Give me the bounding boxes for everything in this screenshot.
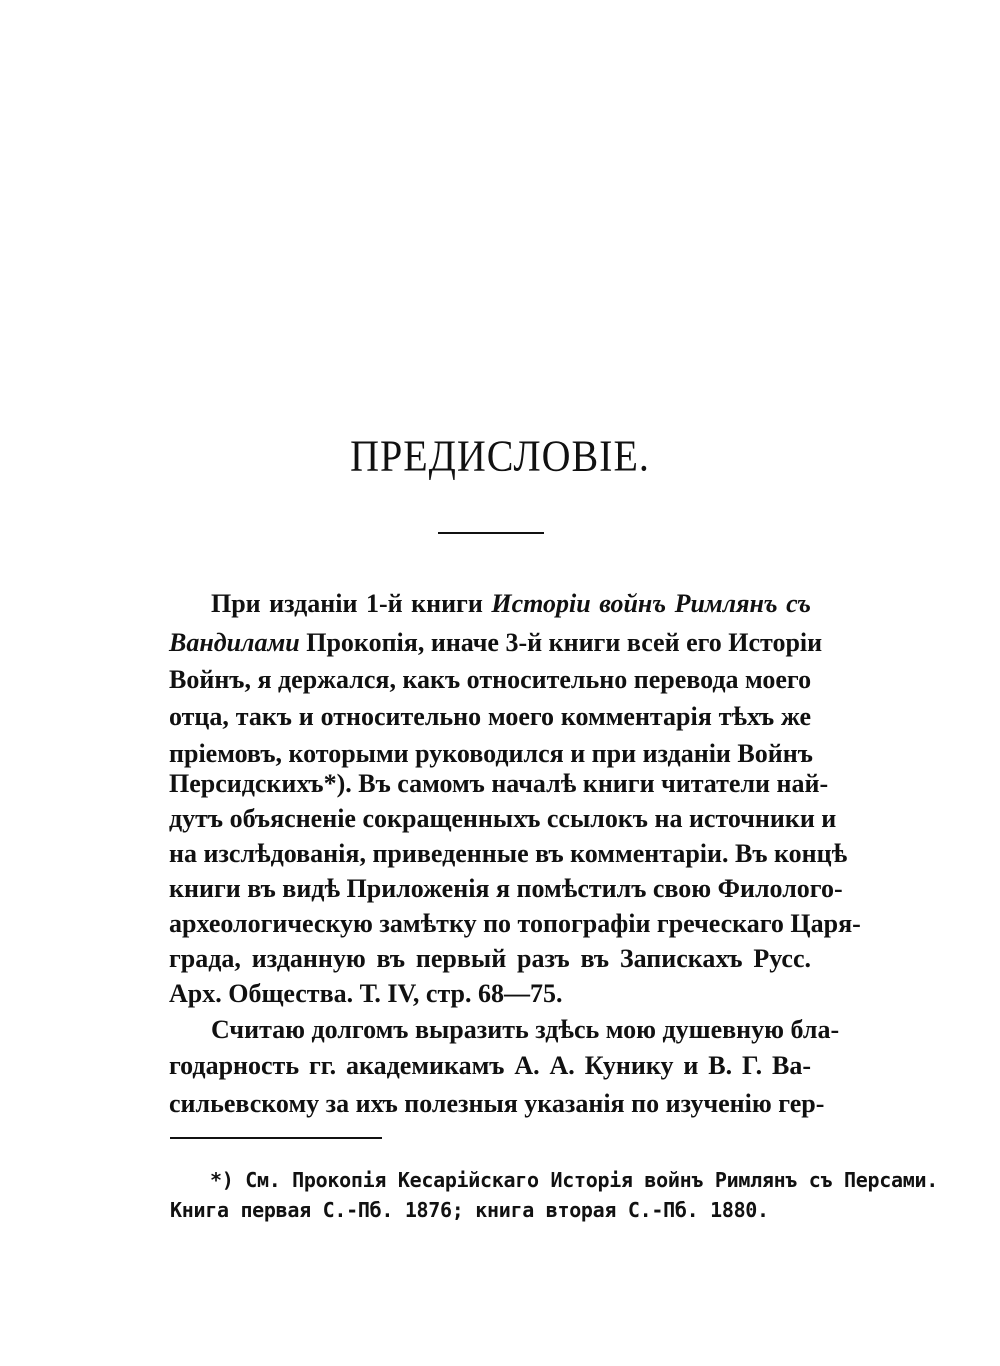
body-line xyxy=(169,587,811,621)
italic-title-text: Вандилами xyxy=(169,628,300,657)
body-text: При изданіи 1-й книги xyxy=(211,589,492,618)
italic-title-text: Исторіи войнъ Римлянъ съ xyxy=(491,589,811,618)
body-line: Персидскихъ*). Въ самомъ началѣ книги читатели най- xyxy=(169,769,829,798)
page-title: ПРЕДИСЛОВІЕ. xyxy=(350,430,650,481)
body-line: сильевскому за ихъ полезныя указанія по изученію гер- xyxy=(169,1089,825,1118)
footnote-line: Книга первая С.-Пб. 1876; книга вторая С.-Пб. 1880. xyxy=(170,1198,769,1222)
title-divider xyxy=(438,532,544,534)
body-line: Считаю долгомъ выразить здѣсь мою душевную бла- xyxy=(211,1015,840,1044)
body-line: пріемовъ, которыми руководился и при изданіи Войнъ xyxy=(169,739,813,768)
body-line: годарность гг. академикамъ А. А. Кунику и В. Г. Ва- xyxy=(169,1051,811,1080)
body-line: дутъ объясненіе сокращенныхъ ссылокъ на источники и xyxy=(169,804,837,833)
body-text: Прокопія, иначе 3-й книги всей его Исторіи xyxy=(299,628,823,657)
footnote-line: *) См. Прокопія Кесарійскаго Исторія войнъ Римлянъ съ Персами. xyxy=(210,1168,938,1192)
body-line: отца, такъ и относительно моего комментарія тѣхъ же xyxy=(169,702,811,731)
body-line: Арх. Общества. Т. IV, стр. 68—75. xyxy=(169,979,563,1008)
body-line: на изслѣдованія, приведенные въ комментаріи. Въ концѣ xyxy=(169,839,848,868)
footnote-divider xyxy=(170,1137,382,1139)
body-line: книги въ видѣ Приложенія я помѣстилъ свою Филолого- xyxy=(169,874,843,903)
body-line: археологическую замѣтку по топографіи греческаго Царя- xyxy=(169,909,861,938)
body-line: Войнъ, я держался, какъ относительно перевода моего xyxy=(169,665,812,694)
body-line: града, изданную въ первый разъ въ Запискахъ Русс. xyxy=(169,944,811,973)
body-line xyxy=(169,626,823,660)
